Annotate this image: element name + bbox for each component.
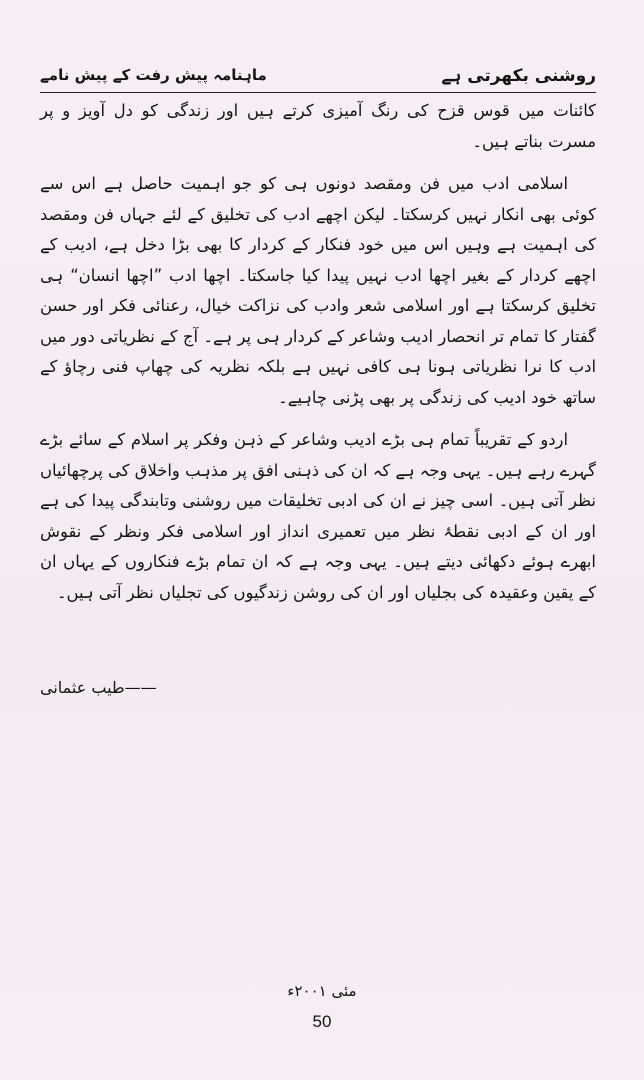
running-header: [40, 58, 596, 93]
article-title: روشنی بکھرتی ہے: [441, 65, 596, 86]
paragraph: اسلامی ادب میں فن ومقصد دونوں ہی کو جو اہمیت حاصل ہے اس سے کوئی بھی انکار نہیں کرسکتا۔ لیکن اچھے ادب کی تخلیق کے لئے جہاں فن ومقصد کی اہمیت ہے وہیں اس میں خود فنکار کے کردار کا بھی بڑا دخل ہے، ادیب کے اچھے کردار کے بغیر اچھا ادب نہیں پیدا کیا جاسکتا۔ اچھا ادب ”اچھا انسان“ ہی تخلیق کرسکتا ہے اور اسلامی شعر وادب کی نزاکت خیال، رعنائی فکر اور حسن گفتار کا تمام تر انحصار ادیب وشاعر کے کردار ہی پر ہے۔ آج کے نظریاتی دور میں ادب کا نرا نظریاتی ہونا ہی کافی نہیں ہے بلکہ نظریہ کی چھاپ فنی رچاؤ کے ساتھ خود ادیب کی زندگی پر بھی پڑنی چاہیے۔: [40, 174, 596, 407]
paragraph: اردو کے تقریباً تمام ہی بڑے ادیب وشاعر کے ذہن وفکر پر اسلام کے سائے بڑے گہرے رہے ہیں۔ یہی وجہ ہے کہ ان کی ذہنی افق پر مذہب واخلاق کی پرچھائیاں نظر آتی ہیں۔ اسی چیز نے ان کی ادبی تخلیقات میں روشنی وتابندگی پیدا کی ہے اور ان کے ادبی نقطۂ نظر میں تعمیری انداز اور اسلامی فکر ونظر کے نقوش ابھرے ہوئے دکھائی دیتے ہیں۔ یہی وجہ ہے کہ ان تمام بڑے فنکاروں کے یہاں ان کے یقین وعقیدہ کی بجلیاں اور ان کی روشن زندگیوں کی تجلیاں نظر آتی ہیں۔: [40, 430, 596, 602]
magazine-name: ماہنامہ پیش رفت کے پیش نامے: [40, 66, 267, 84]
article-body: [40, 96, 596, 620]
issue-date: مئی ۲۰۰۱ء: [287, 982, 357, 1000]
page-number: 50: [312, 1012, 332, 1031]
paragraph: کائنات میں قوس قزح کی رنگ آمیزی کرتے ہیں اور زندگی کو دل آویز و پر مسرت بناتے ہیں۔: [40, 101, 596, 151]
author-signature: ——طیب عثمانی: [40, 678, 157, 697]
